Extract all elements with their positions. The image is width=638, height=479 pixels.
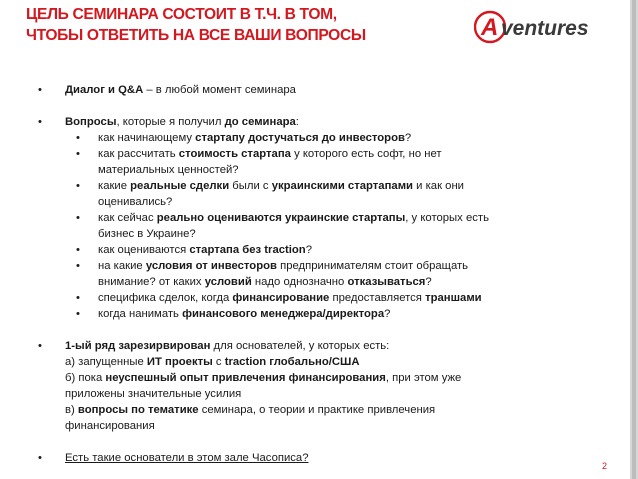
bullet-founders-question <box>38 450 598 466</box>
founders-question-text: Есть такие основатели в этом зале Часописа? <box>65 452 309 464</box>
bullet-marker: • <box>38 116 42 128</box>
logo-text: ventures <box>501 17 589 40</box>
first-row-option-c: в) вопросы по тематике семинара, о теории и практике привлечения <box>65 404 436 416</box>
bullet-marker: • <box>76 308 80 320</box>
slide-title <box>26 4 446 46</box>
sub-bullet-investors: • как начинающему стартапу достучаться до инвесторов? <box>76 132 412 144</box>
bullet-marker: • <box>76 180 80 192</box>
sub-bullet-valuation-cont: материальных ценностей? <box>98 164 239 176</box>
aventures-logo <box>474 10 598 44</box>
bullet-marker: • <box>76 148 80 160</box>
bullet-marker: • <box>38 452 42 464</box>
sub-bullet-valuation: • как рассчитать стоимость стартапа у которого есть софт, но нет <box>76 148 442 160</box>
bullet-marker: • <box>38 84 42 96</box>
bullet-dialog: • Диалог и Q&A – в любой момент семинара <box>38 84 296 96</box>
bullet-marker: • <box>76 132 80 144</box>
slide-body <box>38 82 598 466</box>
logo-letter: A <box>481 14 499 41</box>
first-row-option-a: а) запущенные ИТ проекты с traction глобально/США <box>65 356 360 368</box>
bullet-marker: • <box>76 244 80 256</box>
bullet-marker: • <box>38 340 42 352</box>
sub-bullet-real-deals-cont: оценивались? <box>98 196 173 208</box>
title-line-2: ЧТОБЫ ОТВЕТИТЬ НА ВСЕ ВАШИ ВОПРОСЫ <box>26 27 366 44</box>
sub-bullet-tranches: • специфика сделок, когда финансирование предоставляется траншами <box>76 292 482 304</box>
first-row-option-c-cont: финансирования <box>65 420 155 432</box>
sub-bullet-no-traction: • как оцениваются стартапа без traction? <box>76 244 313 256</box>
bullet-marker: • <box>76 260 80 272</box>
first-row-option-b-cont: приложены значительные усилия <box>65 388 242 400</box>
first-row-option-b: б) пока неуспешный опыт привлечения финансирования, при этом уже <box>65 372 462 384</box>
bullet-marker: • <box>76 212 80 224</box>
page-number: 2 <box>602 461 608 471</box>
bullet-first-row: • 1-ый ряд зарезирвирован для основателей, у которых есть: <box>38 340 390 352</box>
sub-bullet-real-deals: • какие реальные сделки были с украинскими стартапами и как они <box>76 180 464 192</box>
sub-bullet-cfo: • когда нанимать финансового менеджера/директора? <box>76 308 391 320</box>
right-edge-bar-inner <box>632 0 636 479</box>
bullet-marker: • <box>76 292 80 304</box>
bullet-questions: • Вопросы, которые я получил до семинара: <box>38 116 299 128</box>
title-line-1: ЦЕЛЬ СЕМИНАРА СОСТОИТ В Т.Ч. В ТОМ, <box>26 6 337 23</box>
sub-bullet-investor-terms-cont: внимание? от каких условий надо однозначно отказываться? <box>98 276 432 288</box>
sub-bullet-investor-terms: • на какие условия от инвесторов предпринимателям стоит обращать <box>76 260 469 272</box>
sub-bullet-ukraine-valuation-cont: бизнес в Украине? <box>98 228 196 240</box>
sub-bullet-ukraine-valuation: • как сейчас реально оцениваются украинские стартапы, у которых есть <box>76 212 489 224</box>
